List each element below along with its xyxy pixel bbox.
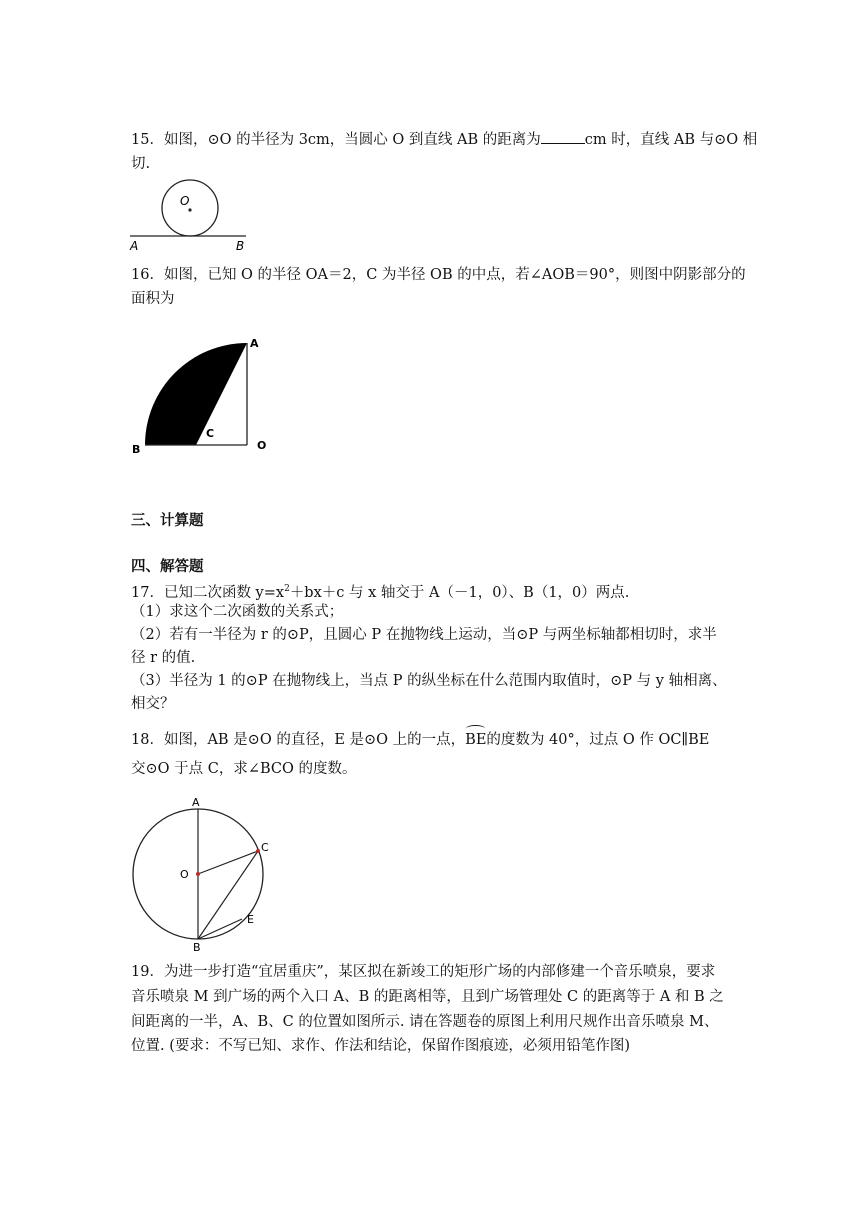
q17-text-prefix: 17．已知二次函数 y=x: [131, 584, 285, 601]
label-o: O: [257, 439, 267, 452]
q17-line3: （2）若有一半径为 r 的⊙P，且圆心 P 在抛物线上运动，当⊙P 与两坐标轴都相切时，求半: [131, 627, 717, 643]
circle-o: [162, 180, 218, 236]
q18-text-prefix: 18．如图，AB 是⊙O 的直径，E 是⊙O 上的一点，: [131, 732, 466, 748]
point-o: [196, 872, 200, 876]
arc-label: BE: [465, 732, 487, 748]
q19-line4: 位置. (要求：不写已知、求作、作法和结论，保留作图痕迹，必须用铅笔作图): [131, 1038, 631, 1054]
center-point: [188, 208, 191, 211]
q17-line4: 径 r 的值.: [131, 650, 196, 666]
q18-line2: 交⊙O 于点 C，求∠BCO 的度数。: [131, 761, 357, 777]
q17-line5: （3）半径为 1 的⊙P 在抛物线上，当点 P 的纵坐标在什么范围内取值时，⊙P 与 y 轴相离、: [131, 673, 727, 689]
q18-line1: [131, 729, 731, 751]
q18-figure: [130, 792, 280, 954]
q17-line6: 相交？: [131, 696, 175, 712]
label-a: A: [192, 796, 200, 809]
label-o: O: [180, 194, 190, 208]
section-heading-solution: 四、解答题: [131, 559, 204, 575]
q17-line2: （1）求这个二次函数的关系式；: [131, 604, 344, 620]
q19-line1: 19．为进一步打造“宜居重庆”，某区拟在新竣工的矩形广场的内部修建一个音乐喷泉，要求: [131, 964, 716, 980]
q16-line2: 面积为: [131, 291, 175, 307]
q16-figure: [128, 334, 278, 460]
answer-blank: [541, 129, 585, 144]
label-b: B: [236, 239, 245, 253]
section-heading-calculation: 三、计算题: [131, 513, 204, 529]
shaded-region: [145, 343, 247, 445]
q15-figure: [128, 178, 258, 256]
q17-text-suffix: ＋bx＋c 与 x 轴交于 A（－1，0）、B（1，0）两点.: [289, 584, 630, 601]
q15-text-prefix: 15．如图，⊙O 的半径为 3cm，当圆心 O 到直线 AB 的距离为: [131, 132, 541, 148]
segment-oc: [198, 851, 258, 874]
label-b: B: [193, 941, 201, 954]
arc-mark-icon: [466, 725, 485, 732]
q15-line1: [131, 129, 758, 151]
q19-line2: 音乐喷泉 M 到广场的两个入口 A、B 的距离相等，且到广场管理处 C 的距离等于 A 和 B 之: [131, 989, 724, 1005]
label-e: E: [247, 913, 254, 926]
label-a: A: [130, 239, 139, 253]
q17-exponent: 2: [284, 584, 290, 594]
q18-text-suffix: 的度数为 40°，过点 O 作 OC∥BE: [486, 732, 710, 748]
label-o: O: [180, 868, 189, 881]
label-c: C: [206, 427, 215, 440]
q15-text-suffix: cm 时，直线 AB 与⊙O 相: [584, 132, 758, 148]
q17-line1: [131, 578, 731, 604]
arc-be: [465, 729, 486, 751]
label-c: C: [261, 841, 269, 854]
point-c: [256, 849, 260, 853]
q15-line2: 切.: [131, 156, 151, 172]
q19-line3: 间距离的一半，A、B、C 的位置如图所示. 请在答题卷的原图上利用尺规作出音乐喷泉 M、: [131, 1014, 719, 1030]
q16-line1: 16．如图，已知 O 的半径 OA＝2，C 为半径 OB 的中点，若∠AOB＝90°，则图中阴影部分的: [131, 267, 746, 283]
label-b: B: [132, 443, 141, 456]
label-a: A: [250, 337, 259, 350]
